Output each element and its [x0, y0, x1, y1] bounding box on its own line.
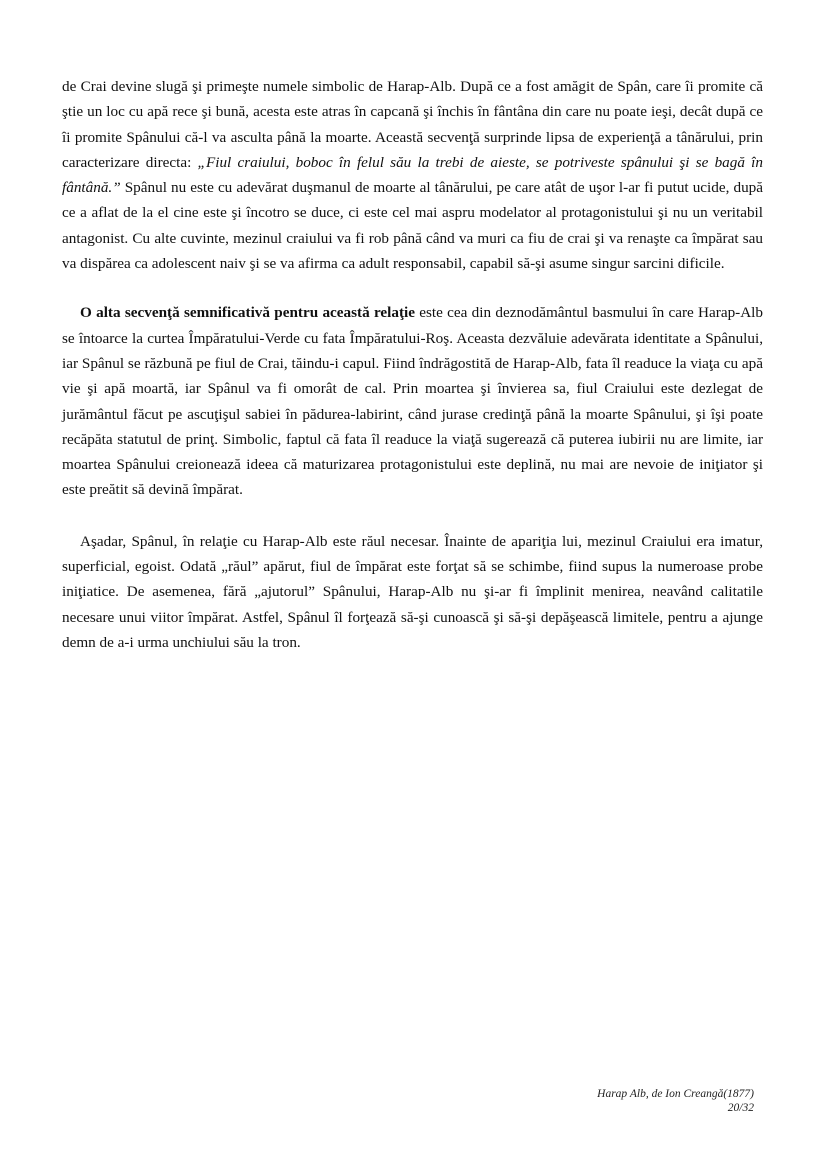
- paragraph-1-text-end: Spânul nu este cu adevărat duşmanul de moarte al tânărului, pe care atât de uşor l-ar fi putut ucide, după ce a aflat de la el cine este şi încotro se duce, ci este cel mai aspru modelator al protagonistului şi nu un veritabil antagonist. Cu alte cuvinte, mezinul craiului va fi rob până când va muri ca fiu de crai şi va renaşte ca împărat sau va dispărea ca adolescent naiv şi se va afirma ca adult responsabil, capabil să-şi asume singur sarcini dificile.: [62, 179, 763, 273]
- paragraph-2-lead: O alta secvenţă semnificativă pentru această relaţie: [80, 304, 415, 322]
- paragraph-2: [62, 300, 763, 502]
- page-footer: [597, 1087, 754, 1115]
- document-body: [62, 74, 763, 655]
- paragraph-1: [62, 74, 763, 276]
- paragraph-3-text: Aşadar, Spânul, în relaţie cu Harap-Alb este răul necesar. Înainte de apariţia lui, mezinul Craiului era imatur, superficial, egoist. Odată „răul” apărut, fiul de împărat este forţat să se schimbe, fiind supus la numeroase probe iniţiatice. De asemenea, fără „ajutorul” Spânului, Harap-Alb nu şi-ar fi împlinit menirea, neavând calitatile necesare unui viitor împărat. Astfel, Spânul îl forţează să-şi cunoască şi să-şi depăşească limitele, pentru a ajunge demn de a-i urma unchiului său la tron.: [62, 532, 763, 651]
- paragraph-1-text-start: de Crai devine slugă şi primeşte numele simbolic de Harap-Alb. După ce a fost amăgit de Spân, care îi promite că ştie un loc cu apă rece şi bună, acesta este atras în capcană şi închis în fântâna din care nu poate ieşi, decât după ce îi promite Spânului că-l va asculta până la moarte. Această secvenţă surprinde lipsa de experienţă a tânărului, prin caracterizare directa:: [62, 78, 763, 171]
- paragraph-1-quote: „Fiul craiului, boboc în felul său la trebi de aieste, se potriveste spânului şi se bagă în fântână.”: [62, 153, 763, 197]
- paragraph-2-text: este cea din deznodământul basmului în care Harap-Alb se întoarce la curtea Împăratului-Verde cu fata Împăratului-Roş. Aceasta dezvăluie adevărata identitate a Spânului, iar Spânul se răzbună pe fiul de Crai, tăindu-i capul. Fiind îndrăgostită de Harap-Alb, fata îl readuce la viaţa cu apă vie şi apă moartă, iar Spânul va fi omorât de cal. Prin moartea şi învierea sa, fiul Craiului este dezlegat de jurământul făcut pe ascuţişul sabiei în pădurea-labirint, când jurase credinţă până la moarte Spânului, şi îşi poate recăpăta statutul de prinţ. Simbolic, faptul că fata îl readuce la viaţă sugerează că puterea iubirii nu are limite, iar moartea Spânului creionează ideea că maturizarea protagonistului este deplină, nu mai are nevoie de iniţiator şi este preătit să devină împărat.: [62, 304, 763, 499]
- footer-title: Harap Alb, de Ion Creangă(1877): [597, 1088, 754, 1100]
- page-number: 20/32: [727, 1102, 754, 1114]
- paragraph-3: [62, 529, 763, 655]
